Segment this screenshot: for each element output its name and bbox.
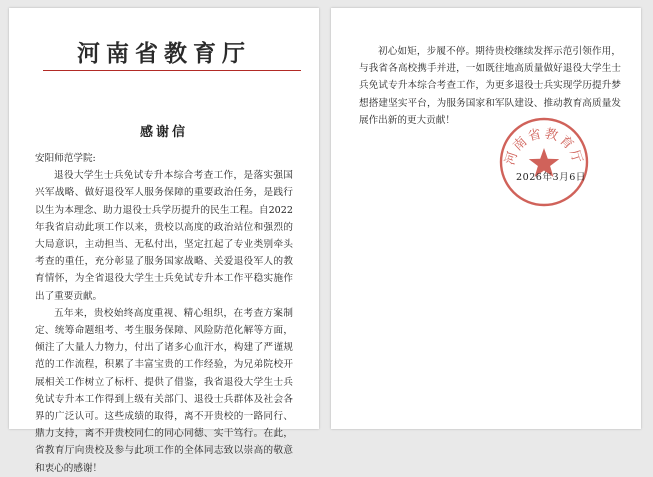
letter-body (35, 150, 293, 477)
letter-paragraph-2: 五年来，贵校始终高度重视、精心组织，在考查方案制定、统筹命题组考、考生服务保障、风险防范化解等方面，倾注了大量人力物力，付出了诸多心血汗水，构建了严谨规范的工作流程，积累了丰富宝贵的工作经验，为兄弟院校开展相关工作树立了标杆、提供了借鉴，我省退役大学生士兵免试专升本工作得到上级有关部门、退役士兵群体及社会各界的广泛认可。这些成绩的取得，离不开贵校的一路同行、鼎力支持，离不开贵校同仁的同心同德、实干笃行。在此，省教育厅向贵校及参与此项工作的全体同志致以崇高的敬意和衷心的感谢！ (35, 307, 293, 474)
letterhead-red-rule (43, 70, 301, 71)
seal-text: 河南省教育厅 (502, 126, 586, 168)
official-seal-icon (498, 116, 590, 208)
letter-salutation: 安阳师范学院: (35, 153, 96, 164)
letter-paragraph-1: 退役大学生士兵免试专升本综合考查工作，是落实强国兴军战略、做好退役军人服务保障的重要政治任务，是践行以生为本理念、助力退役士兵学历提升的民生工程。自2022年我省启动此项工作以来，贵校以高度的政治站位和强烈的大局意识，主动担当、无私付出，坚定扛起了专业类别牵头考查的重任，充分彰显了服务国家战略、关爱退役军人的教育情怀，为全省退役大学生士兵免试专升本工作平稳实施作出了重要贡献。 (35, 170, 293, 302)
letter-paragraph-3: 初心如矩，步履不停。期待贵校继续发挥示范引领作用，与我省各高校携手并进，一如既往地高质量做好退役大学生士兵免试专升本综合考查工作，为更多退役士兵实现学历提升梦想搭建坚实平台，为服务国家和军队建设、推动教育高质量发展作出新的更大贡献！ (359, 46, 621, 126)
letterhead-title: 河南省教育厅 (77, 40, 251, 67)
letter-title: 感谢信 (139, 125, 188, 140)
letter-date: 2026年3月6日 (516, 172, 586, 183)
letter-page-right (331, 8, 641, 429)
letter-page-left (9, 8, 319, 474)
